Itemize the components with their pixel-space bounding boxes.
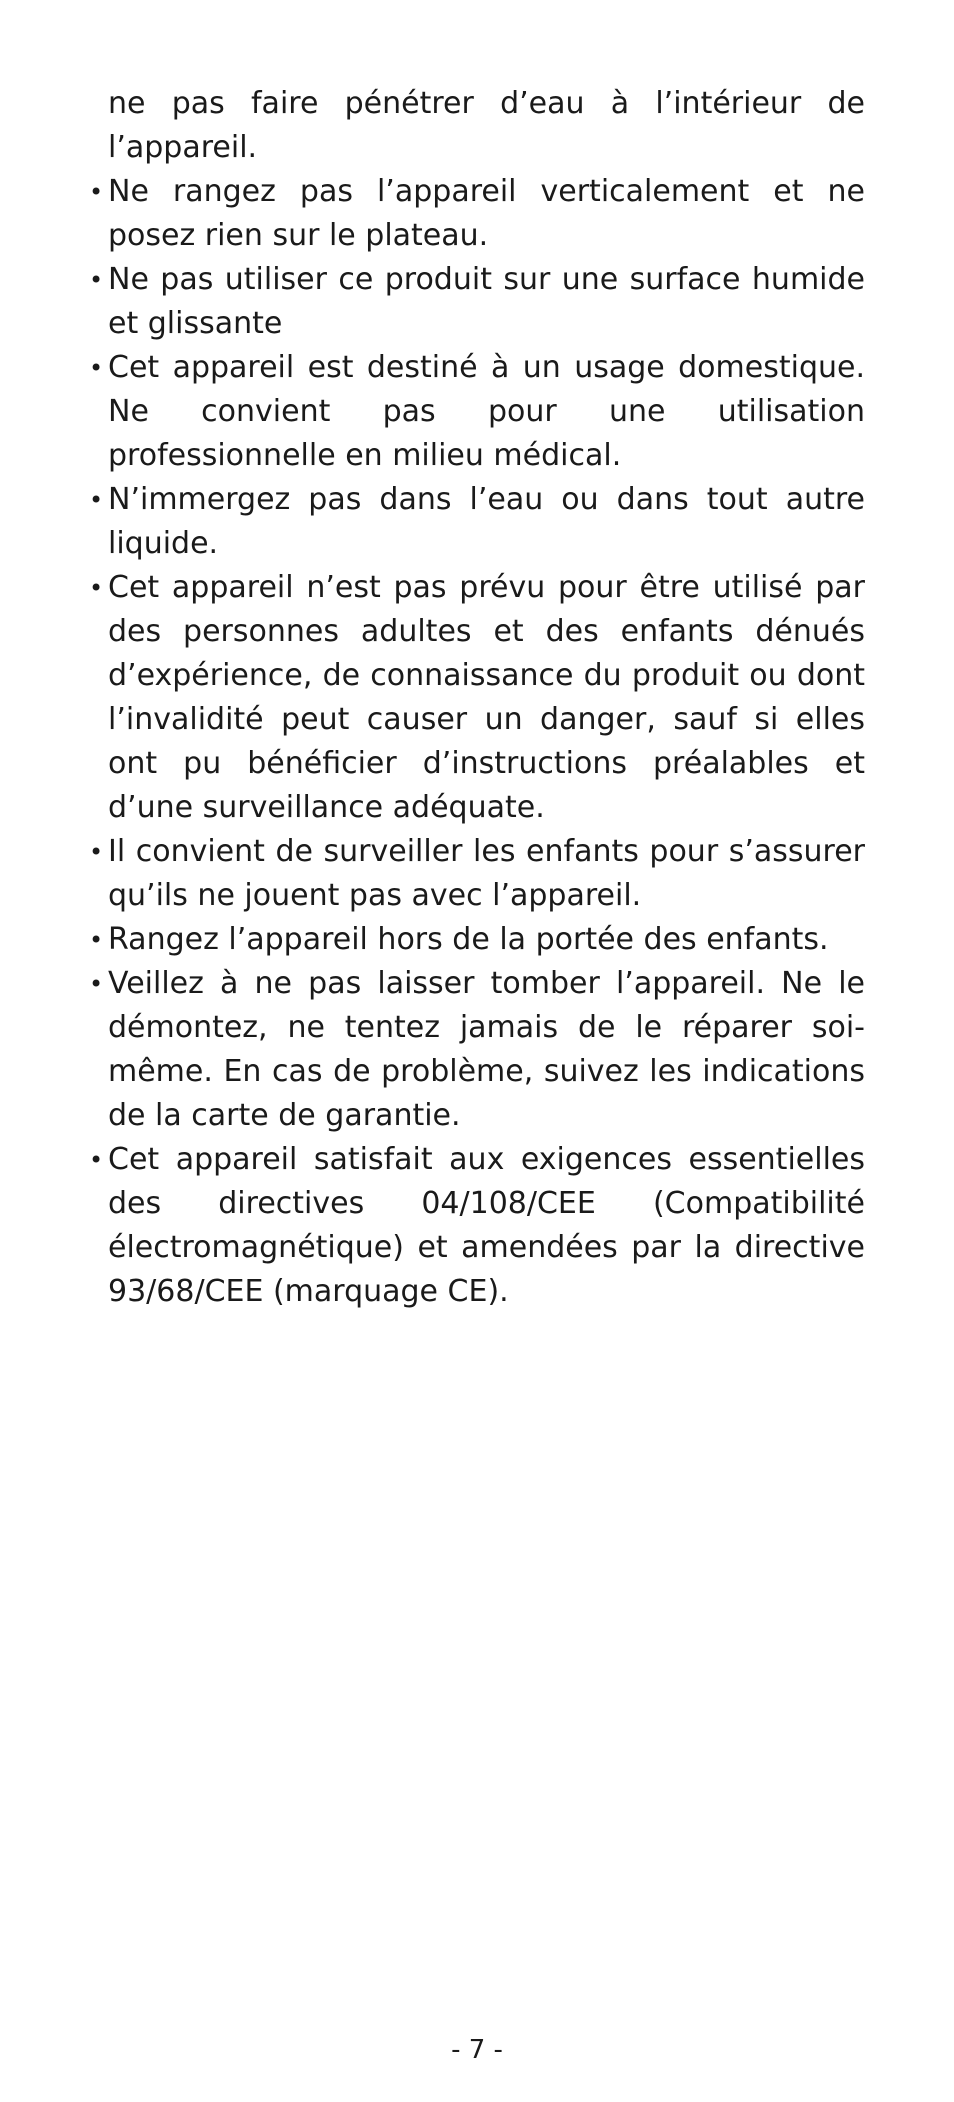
list-item	[89, 962, 865, 1138]
bullet-icon: •	[89, 266, 104, 294]
list-item-text: Veillez à ne pas laisser tomber l’appareil. Ne le démontez, ne tentez jamais de le réparer soi-même. En cas de problème, suivez les indications de la carte de garantie.	[108, 966, 865, 1133]
list-item	[89, 830, 865, 918]
list-item-text: N’immergez pas dans l’eau ou dans tout autre liquide.	[108, 482, 865, 561]
list-item-text: Cet appareil est destiné à un usage domestique. Ne convient pas pour une utilisation professionnelle en milieu médical.	[108, 350, 865, 473]
list-item	[89, 258, 865, 346]
page-content	[89, 82, 865, 1314]
bullet-icon: •	[89, 970, 104, 998]
bullet-icon: •	[89, 926, 104, 954]
bullet-icon: •	[89, 178, 104, 206]
list-item	[89, 346, 865, 478]
list-item	[89, 170, 865, 258]
safety-instructions-list	[89, 170, 865, 1314]
page-number: - 7 -	[451, 2035, 503, 2065]
bullet-icon: •	[89, 486, 104, 514]
list-item	[89, 918, 865, 962]
bullet-icon: •	[89, 838, 104, 866]
list-item-text: Cet appareil n’est pas prévu pour être utilisé par des personnes adultes et des enfants dénués d’expérience, de connaissance du produit ou dont l’invalidité peut causer un danger, sauf si elles ont pu bénéficier d’instructions préalables et d’une surveillance adéquate.	[108, 570, 865, 825]
bullet-icon: •	[89, 354, 104, 382]
list-item-text: Rangez l’appareil hors de la portée des enfants.	[108, 922, 829, 957]
list-item	[89, 478, 865, 566]
list-item-text: Ne rangez pas l’appareil verticalement et ne posez rien sur le plateau.	[108, 174, 865, 253]
bullet-icon: •	[89, 574, 104, 602]
list-item-text: Ne pas utiliser ce produit sur une surface humide et glissante	[108, 262, 865, 341]
list-item	[89, 566, 865, 830]
list-item-text: Cet appareil satisfait aux exigences essentielles des directives 04/108/CEE (Compatibilité électromagnétique) et amendées par la directive 93/68/CEE (marquage CE).	[108, 1142, 865, 1309]
list-item	[89, 1138, 865, 1314]
bullet-icon: •	[89, 1146, 104, 1174]
list-item-text: Il convient de surveiller les enfants pour s’assurer qu’ils ne jouent pas avec l’appareil.	[108, 834, 865, 913]
continuation-paragraph: ne pas faire pénétrer d’eau à l’intérieur de l’appareil.	[108, 86, 865, 165]
